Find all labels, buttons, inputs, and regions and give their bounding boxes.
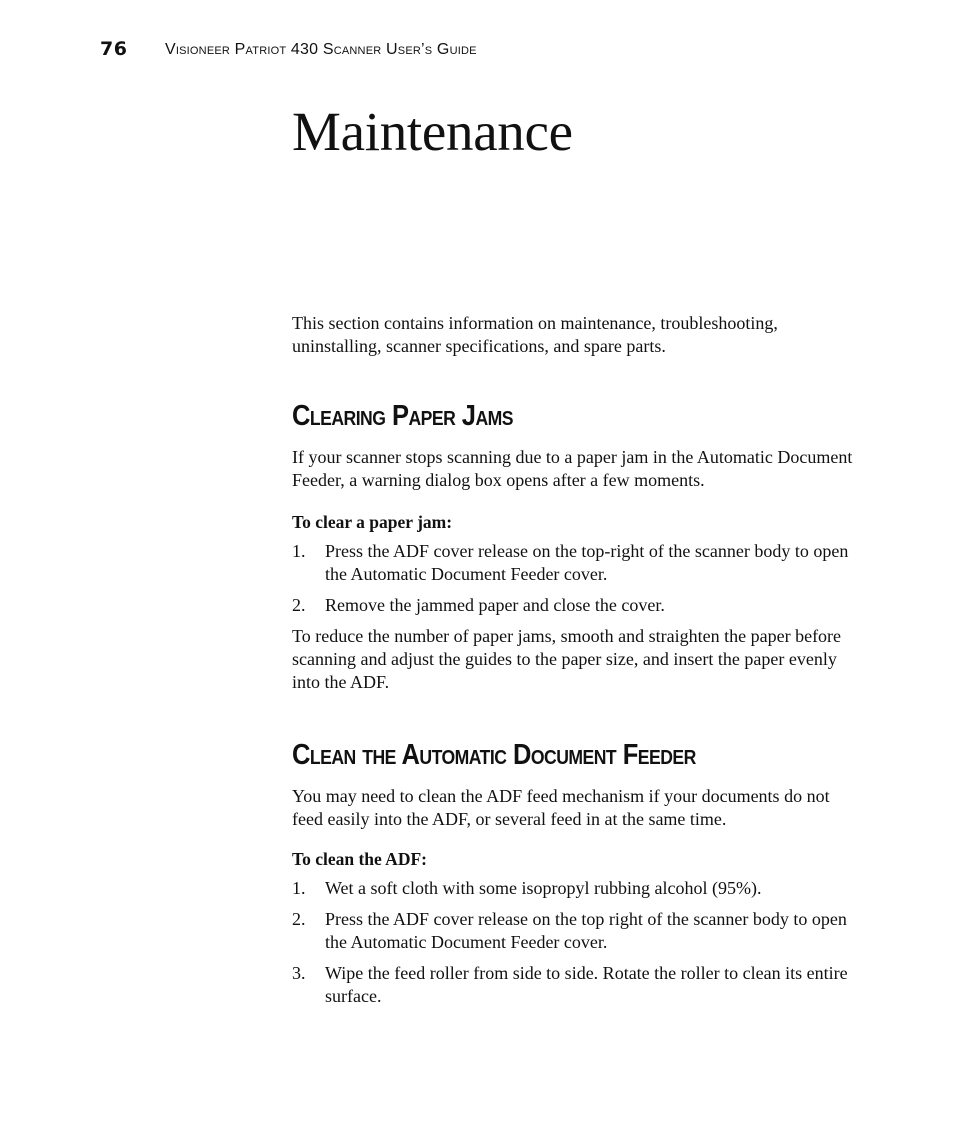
body-flow [292,312,858,1016]
book-title: Visioneer Patriot 430 Scanner User’s Guide [165,41,477,58]
step-text: Remove the jammed paper and close the cover. [325,595,665,615]
chapter-title: Maintenance [292,101,573,162]
list-item [292,594,858,617]
step-number: 2. [292,595,306,615]
list-item [292,908,858,954]
step-text: Wipe the feed roller from side to side. Rotate the roller to clean its entire surface. [325,963,848,1006]
step-text: Wet a soft cloth with some isopropyl rubbing alcohol (95%). [325,878,762,898]
procedure-label: To clear a paper jam: [292,512,453,532]
list-item [292,540,858,586]
step-number: 1. [292,878,306,898]
list-item [292,962,858,1008]
procedure-label: To clean the ADF: [292,849,427,869]
step-text: Press the ADF cover release on the top-right of the scanner body to open the Automatic Document Feeder cover. [325,541,849,584]
procedure-steps [292,877,858,1008]
section-heading: Clearing Paper Jams [292,400,514,432]
section-note: To reduce the number of paper jams, smooth and straighten the paper before scanning and adjust the guides to the paper size, and insert the paper evenly into the ADF. [292,626,842,692]
procedure-steps [292,540,858,617]
list-item [292,877,858,900]
section-paragraph: If your scanner stops scanning due to a paper jam in the Automatic Document Feeder, a warning dialog box opens after a few moments. [292,447,853,490]
section-clearing-paper-jams [292,399,858,694]
step-number: 3. [292,963,306,983]
intro-paragraph: This section contains information on maintenance, troubleshooting, uninstalling, scanner specifications, and spare parts. [292,313,778,356]
page-number: 76 [100,38,128,60]
step-text: Press the ADF cover release on the top right of the scanner body to open the Automatic Document Feeder cover. [325,909,847,952]
section-clean-adf [292,738,858,1008]
section-heading: Clean the Automatic Document Feeder [292,739,696,771]
step-number: 2. [292,909,306,929]
running-header [100,38,800,64]
section-paragraph: You may need to clean the ADF feed mechanism if your documents do not feed easily into the ADF, or several feed in at the same time. [292,786,830,829]
step-number: 1. [292,541,306,561]
